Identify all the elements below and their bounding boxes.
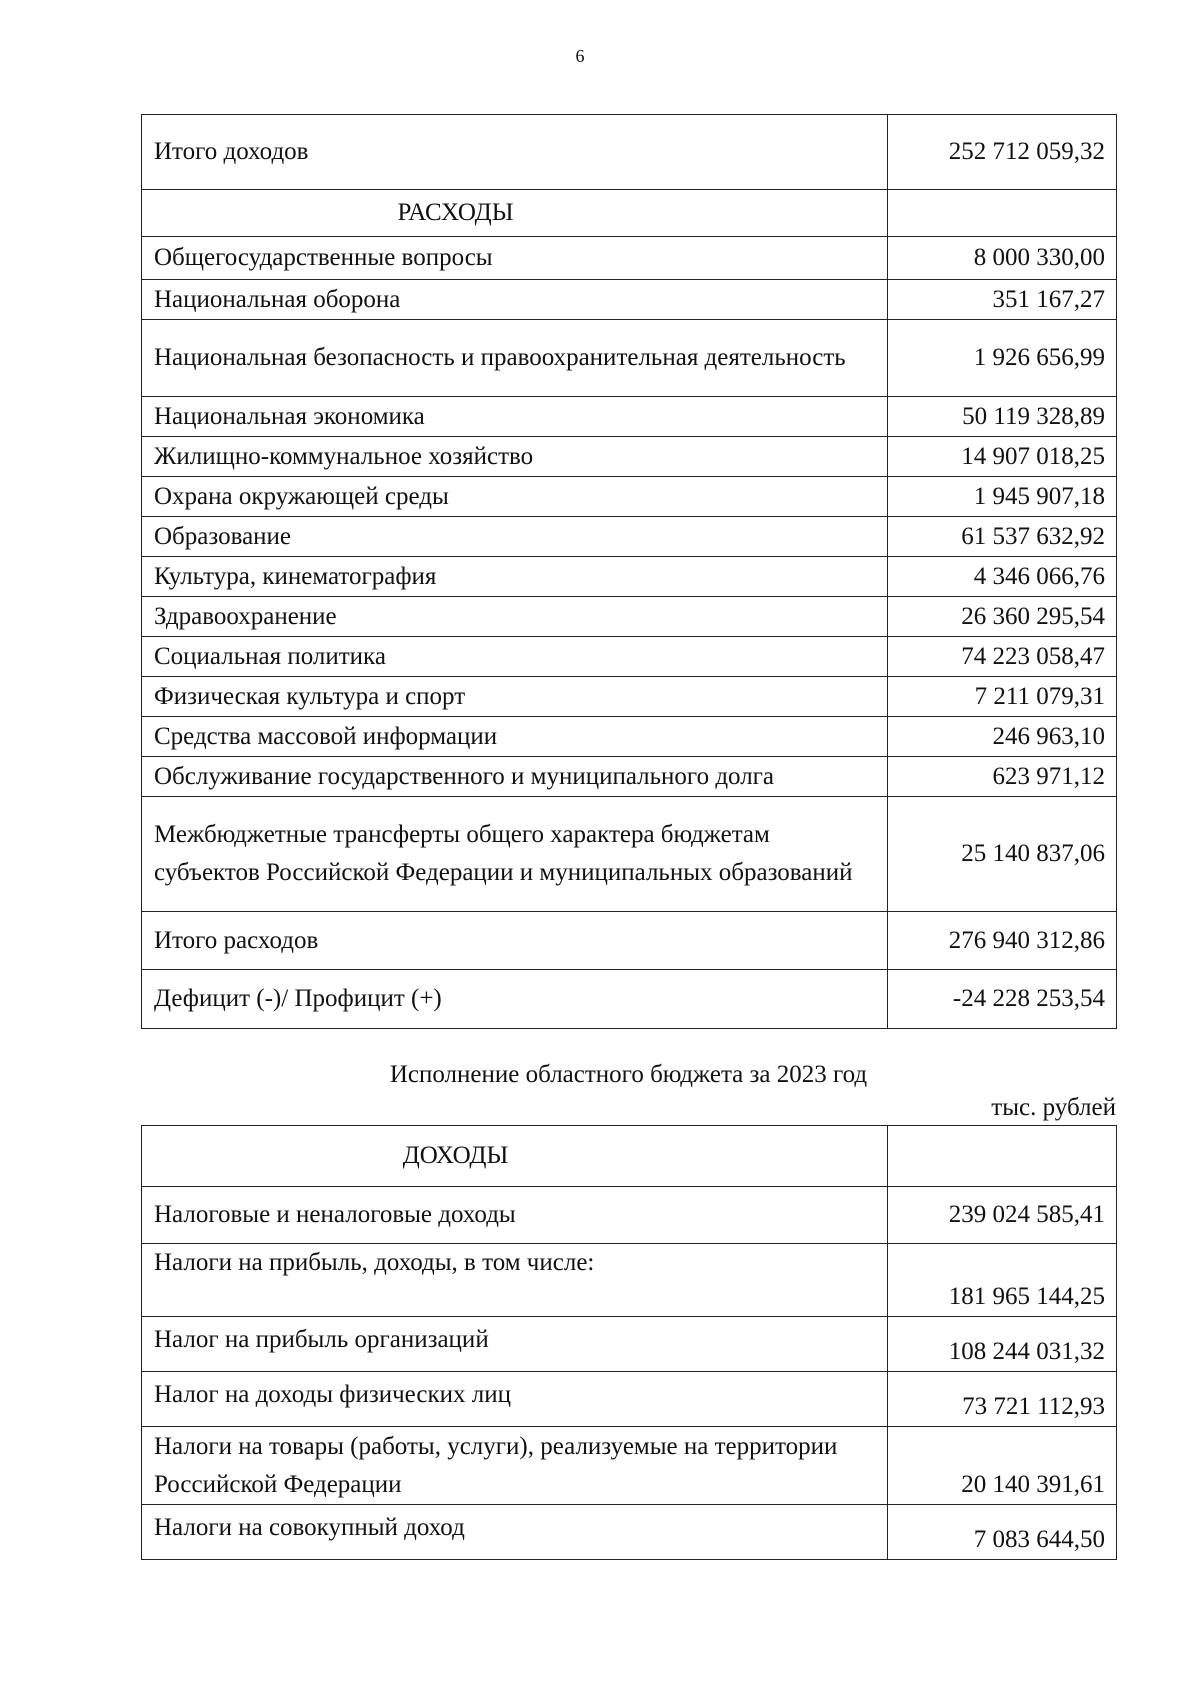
row-value: 623 971,12	[888, 757, 1117, 797]
deficit-label: Дефицит (-)/ Профицит (+)	[142, 970, 888, 1029]
row-label: Налоги на совокупный доход	[142, 1505, 888, 1560]
row-label: Налог на доходы физических лиц	[142, 1372, 888, 1427]
table-row	[142, 557, 1117, 597]
table-row	[142, 397, 1117, 437]
row-label: Средства массовой информации	[142, 717, 888, 757]
section-header-row	[142, 1126, 1117, 1187]
empty-cell	[888, 190, 1117, 237]
table-row	[142, 757, 1117, 797]
row-label: Социальная политика	[142, 637, 888, 677]
income-table	[141, 1125, 1117, 1560]
table-row	[142, 517, 1117, 557]
deficit-row	[142, 970, 1117, 1029]
table-row	[142, 637, 1117, 677]
table-row	[142, 797, 1117, 912]
row-label: Физическая культура и спорт	[142, 677, 888, 717]
table-row	[142, 237, 1117, 280]
table-row	[142, 1372, 1117, 1427]
row-value: 7 211 079,31	[888, 677, 1117, 717]
row-label: Жилищно-коммунальное хозяйство	[142, 437, 888, 477]
row-value: 246 963,10	[888, 717, 1117, 757]
table-row	[142, 677, 1117, 717]
section-header-row	[142, 190, 1117, 237]
table-row	[142, 1187, 1117, 1244]
total-expenses-label: Итого расходов	[142, 912, 888, 970]
row-value: 26 360 295,54	[888, 597, 1117, 637]
row-label: Межбюджетные трансферты общего характера бюджетам субъектов Российской Федерации и муниципальных образований	[142, 797, 888, 912]
units-label: тыс. рублей	[991, 1094, 1116, 1121]
table-row	[142, 477, 1117, 517]
row-value: 8 000 330,00	[888, 237, 1117, 280]
expenses-table	[141, 114, 1117, 1029]
row-value: 61 537 632,92	[888, 517, 1117, 557]
row-value: 73 721 112,93	[888, 1372, 1117, 1427]
total-expenses-row	[142, 912, 1117, 970]
expenses-section-header: РАСХОДЫ	[142, 190, 888, 237]
total-income-label: Итого доходов	[142, 115, 888, 190]
row-value: 108 244 031,32	[888, 1317, 1117, 1372]
row-label: Налог на прибыль организаций	[142, 1317, 888, 1372]
row-value: 1 926 656,99	[888, 320, 1117, 397]
row-value: 1 945 907,18	[888, 477, 1117, 517]
table-row	[142, 115, 1117, 190]
table-row	[142, 1505, 1117, 1560]
table-row	[142, 717, 1117, 757]
row-label: Общегосударственные вопросы	[142, 237, 888, 280]
row-label: Налоги на прибыль, доходы, в том числе:	[142, 1244, 888, 1317]
row-value: 7 083 644,50	[888, 1505, 1117, 1560]
row-label: Культура, кинематография	[142, 557, 888, 597]
row-label: Налоговые и неналоговые доходы	[142, 1187, 888, 1244]
deficit-value: -24 228 253,54	[888, 970, 1117, 1029]
regional-budget-title: Исполнение областного бюджета за 2023 год	[389, 1061, 868, 1088]
total-income-value: 252 712 059,32	[888, 115, 1117, 190]
table-row	[142, 597, 1117, 637]
row-value: 239 024 585,41	[888, 1187, 1117, 1244]
table-row	[142, 1244, 1117, 1317]
table-row	[142, 437, 1117, 477]
row-label: Охрана окружающей среды	[142, 477, 888, 517]
row-label: Здравоохранение	[142, 597, 888, 637]
table-row	[142, 1317, 1117, 1372]
page-number: 6	[575, 46, 585, 66]
row-value: 181 965 144,25	[888, 1244, 1117, 1317]
row-label: Налоги на товары (работы, услуги), реализуемые на территории Российской Федерации	[142, 1427, 888, 1505]
row-label: Национальная оборона	[142, 280, 888, 320]
row-value: 14 907 018,25	[888, 437, 1117, 477]
row-value: 74 223 058,47	[888, 637, 1117, 677]
table-row	[142, 320, 1117, 397]
row-value: 4 346 066,76	[888, 557, 1117, 597]
table-row	[142, 280, 1117, 320]
row-value: 25 140 837,06	[888, 797, 1117, 912]
table-row	[142, 1427, 1117, 1505]
row-value: 50 119 328,89	[888, 397, 1117, 437]
row-label: Образование	[142, 517, 888, 557]
row-label: Обслуживание государственного и муниципального долга	[142, 757, 888, 797]
row-label: Национальная безопасность и правоохранительная деятельность	[142, 320, 888, 397]
total-expenses-value: 276 940 312,86	[888, 912, 1117, 970]
income-section-header: ДОХОДЫ	[142, 1126, 888, 1187]
empty-cell	[888, 1126, 1117, 1187]
row-value: 351 167,27	[888, 280, 1117, 320]
row-label: Национальная экономика	[142, 397, 888, 437]
row-value: 20 140 391,61	[888, 1427, 1117, 1505]
